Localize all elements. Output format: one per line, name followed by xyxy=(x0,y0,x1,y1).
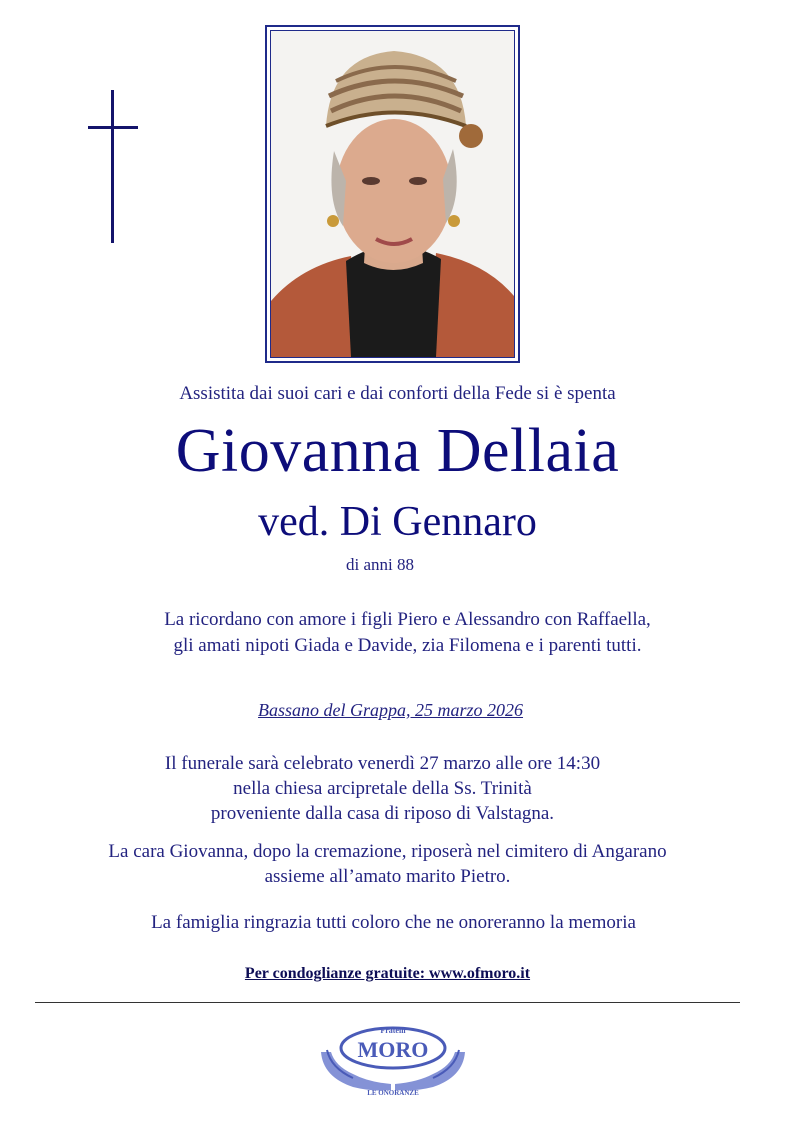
deceased-name: Giovanna Dellaia xyxy=(175,417,620,485)
logo-main-text: MORO xyxy=(357,1037,429,1062)
divider xyxy=(35,1002,740,1003)
portrait-frame xyxy=(265,25,520,363)
memory-line: La ricordano con amore i figli Piero e Alessandro con Raffaella, xyxy=(164,609,651,630)
memory-paragraph xyxy=(10,607,795,659)
cremation-line: assieme all’amato marito Pietro. xyxy=(264,866,511,887)
hands-logo-icon xyxy=(313,1022,473,1102)
memory-line: gli amati nipoti Giada e Davide, zia Filomena e i parenti tutti. xyxy=(173,635,642,656)
logo-bottom-text: LE ONORANZE xyxy=(367,1089,419,1097)
funeral-line: nella chiesa arcipretale della Ss. Trinità xyxy=(233,778,532,799)
logo-top-text: Fratelli xyxy=(380,1026,406,1035)
cross-icon-vertical xyxy=(111,90,114,243)
cross-icon-horizontal xyxy=(88,126,138,129)
intro-text: Assistita dai suoi cari e dai conforti della Fede si è spenta xyxy=(179,383,616,404)
funeral-line: proveniente dalla casa di riposo di Valstagna. xyxy=(210,803,555,824)
thanks-text: La famiglia ringrazia tutti coloro che ne onoreranno la memoria xyxy=(151,912,636,933)
cremation-line: La cara Giovanna, dopo la cremazione, riposerà nel cimitero di Angarano xyxy=(108,841,667,862)
condolences-link[interactable]: Per condoglianze gratuite: www.ofmoro.it xyxy=(244,965,531,982)
age-text: di anni 88 xyxy=(346,555,414,574)
married-name: ved. Di Gennaro xyxy=(258,499,537,545)
place-date: Bassano del Grappa, 25 marzo 2026 xyxy=(258,700,524,720)
funeral-line: Il funerale sarà celebrato venerdì 27 marzo alle ore 14:30 xyxy=(164,753,601,774)
portrait-icon xyxy=(271,31,514,357)
portrait-photo xyxy=(270,30,515,358)
company-logo xyxy=(313,1022,473,1102)
cremation-paragraph xyxy=(0,839,785,889)
funeral-paragraph xyxy=(0,751,780,826)
